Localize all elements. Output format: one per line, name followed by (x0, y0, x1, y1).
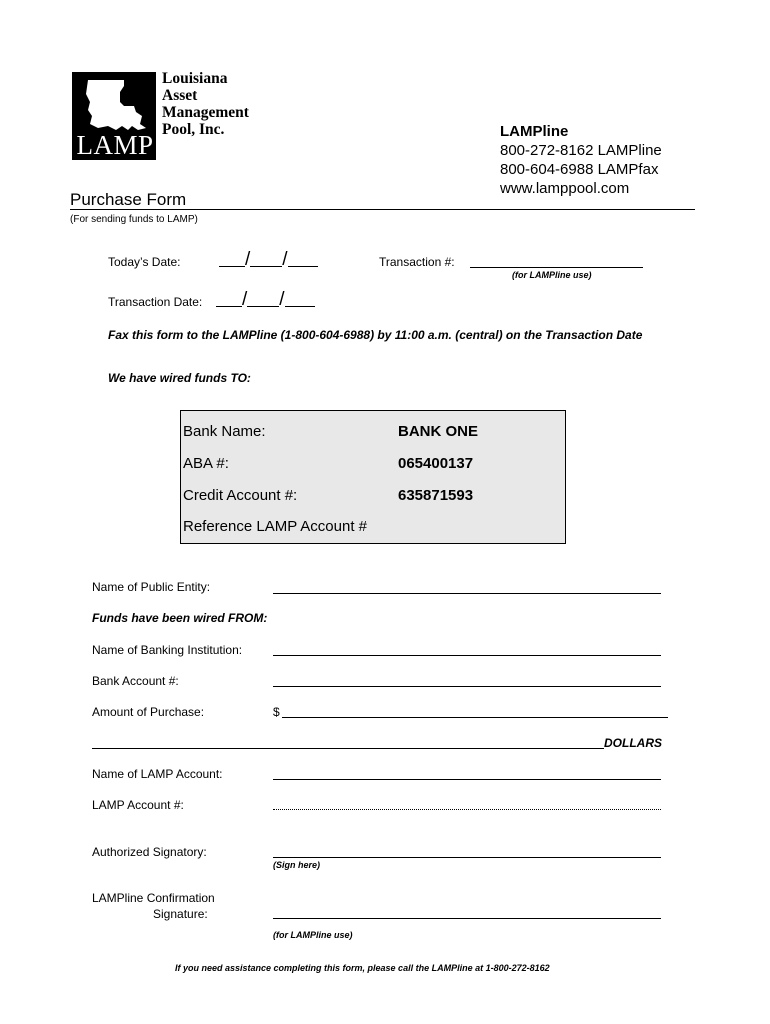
reference-account-label: Reference LAMP Account # (183, 518, 367, 535)
confirmation-signature-field[interactable] (273, 918, 661, 919)
lamp-account-name-field[interactable] (273, 779, 661, 780)
lamp-account-number-label: LAMP Account #: (92, 798, 184, 812)
wired-from-heading: Funds have been wired FROM: (92, 611, 268, 625)
transaction-number-label: Transaction #: (379, 255, 455, 269)
banking-institution-label: Name of Banking Institution: (92, 643, 243, 657)
dollars-label: DOLLARS (604, 736, 662, 750)
bank-name-label: Bank Name: (183, 423, 266, 440)
lampline-use-note: (for LAMPline use) (512, 270, 592, 280)
contact-heading: LAMPline (500, 123, 569, 140)
todays-date-label: Today’s Date: (108, 255, 181, 269)
transaction-date-label: Transaction Date: (108, 295, 203, 309)
logo-wordmark: LAMP (76, 130, 154, 160)
wired-to-heading: We have wired funds TO: (108, 371, 251, 385)
bank-account-label: Bank Account #: (92, 674, 179, 688)
bank-name-value: BANK ONE (398, 423, 479, 440)
form-subtitle: (For sending funds to LAMP) (70, 214, 198, 225)
aba-value: 065400137 (398, 455, 474, 472)
bank-account-field[interactable] (273, 686, 661, 687)
organization-name: Louisiana Asset Management Pool, Inc. (162, 70, 249, 138)
confirmation-label-line2: Signature: (153, 907, 208, 921)
public-entity-field[interactable] (273, 593, 661, 594)
amount-words-field[interactable] (92, 748, 604, 749)
transaction-date-field[interactable]: / / (216, 293, 315, 307)
public-entity-label: Name of Public Entity: (92, 580, 211, 594)
contact-fax: 800-604-6988 LAMPfax (500, 161, 659, 178)
assistance-footer: If you need assistance completing this form, please call the LAMPline at 1-800-272-8162 (175, 963, 550, 973)
banking-institution-field[interactable] (273, 655, 661, 656)
confirmation-lampline-use-note: (for LAMPline use) (273, 930, 353, 940)
contact-block (500, 122, 662, 198)
aba-label: ABA #: (183, 455, 229, 472)
contact-phone: 800-272-8162 LAMPline (500, 142, 662, 159)
lamp-account-name-label: Name of LAMP Account: (92, 767, 223, 781)
fax-instruction: Fax this form to the LAMPline (1-800-604-6988) by 11:00 a.m. (central) on the Transaction Date (108, 328, 643, 342)
authorized-signature-field[interactable] (273, 857, 661, 858)
dollar-sign: $ (273, 705, 280, 719)
credit-account-value: 635871593 (398, 487, 474, 504)
transaction-number-field[interactable] (470, 267, 643, 268)
amount-field[interactable] (282, 717, 668, 718)
confirmation-label-line1: LAMPline Confirmation (92, 891, 215, 905)
contact-website: www.lamppool.com (500, 180, 630, 197)
todays-date-field[interactable]: / / (219, 253, 318, 267)
form-title: Purchase Form (70, 190, 187, 209)
sign-here-note: (Sign here) (273, 860, 321, 870)
credit-account-label: Credit Account #: (183, 487, 298, 504)
lamp-account-number-field[interactable] (273, 809, 661, 810)
title-divider (70, 209, 695, 210)
authorized-signatory-label: Authorized Signatory: (92, 845, 207, 859)
amount-label: Amount of Purchase: (92, 705, 205, 719)
